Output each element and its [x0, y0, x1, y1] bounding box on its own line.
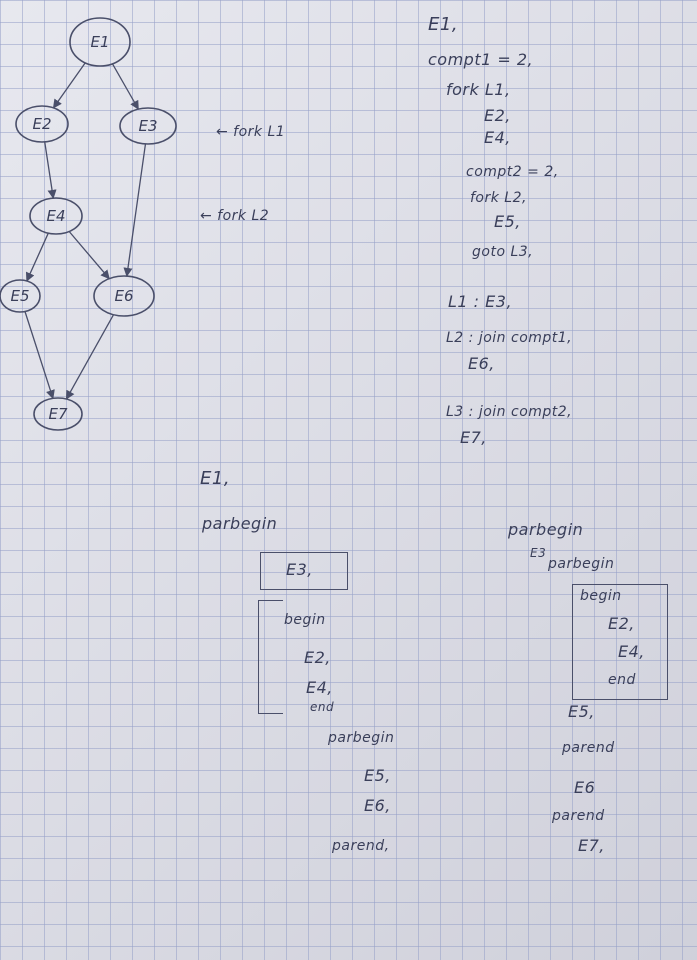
graph-edge-e4-e5	[27, 233, 48, 281]
code-line: fork L1,	[446, 80, 511, 99]
code-line: E5,	[364, 766, 391, 785]
code-line: compt1 = 2,	[428, 50, 534, 69]
code-line: parbegin	[328, 730, 395, 746]
graph-node-label: E4	[46, 207, 66, 225]
code-line: E1,	[200, 468, 231, 489]
code-line: E4,	[618, 642, 645, 661]
graph-node-label: E5	[10, 287, 30, 305]
graph-edge-e5-e7	[25, 311, 53, 398]
code-line: E2,	[608, 614, 635, 633]
code-line: parend	[552, 808, 605, 824]
code-line: begin	[580, 588, 622, 604]
graph-edge-e1-e3	[112, 64, 138, 109]
graph-node-label: E1	[90, 33, 110, 51]
graph-node-label: E6	[114, 287, 134, 305]
code-line: end	[608, 672, 636, 688]
label-line: E6,	[468, 354, 495, 373]
code-line: E7,	[578, 836, 605, 855]
code-line: end	[310, 700, 335, 714]
graph-node-label: E2	[32, 115, 52, 133]
graph-edge-e2-e4	[45, 142, 54, 198]
graph-edge-e1-e2	[53, 63, 85, 108]
code-line: parend,	[332, 838, 390, 854]
code-line: parbegin	[202, 514, 278, 533]
code-line: E6	[574, 778, 596, 797]
code-line: fork L2,	[470, 190, 527, 206]
code-line: parend	[562, 740, 615, 756]
code-line: E4,	[484, 128, 511, 147]
fork-l2-annotation: ← fork L2	[200, 208, 270, 224]
label-line: L2 : join compt1,	[446, 330, 573, 346]
graph-edge-e3-e6	[127, 144, 146, 276]
code-line: parbegin	[508, 520, 584, 539]
graph-node-label: E7	[48, 405, 68, 423]
fork-l1-annotation: ← fork L1	[216, 124, 286, 140]
begin-end-bracket	[258, 600, 283, 714]
code-line: E6,	[364, 796, 391, 815]
code-line: E4,	[306, 678, 333, 697]
label-line: L1 : E3,	[448, 292, 513, 311]
code-line: E5,	[494, 212, 521, 231]
code-line: E1,	[428, 14, 459, 35]
code-line: goto L3,	[472, 244, 534, 260]
code-line: E2,	[304, 648, 331, 667]
graph-edge-e4-e6	[69, 232, 109, 279]
graph-edge-e6-e7	[66, 315, 113, 399]
label-line: L3 : join compt2,	[446, 404, 573, 420]
code-line: compt2 = 2,	[466, 164, 559, 180]
label-line: E7,	[460, 428, 487, 447]
code-line: parbegin	[548, 556, 615, 572]
code-line: begin	[284, 612, 326, 628]
graph-node-label: E3	[138, 117, 158, 135]
code-line: E2,	[484, 106, 511, 125]
code-line: E3	[530, 546, 547, 560]
code-line: E3,	[286, 560, 313, 579]
code-line: E5,	[568, 702, 595, 721]
